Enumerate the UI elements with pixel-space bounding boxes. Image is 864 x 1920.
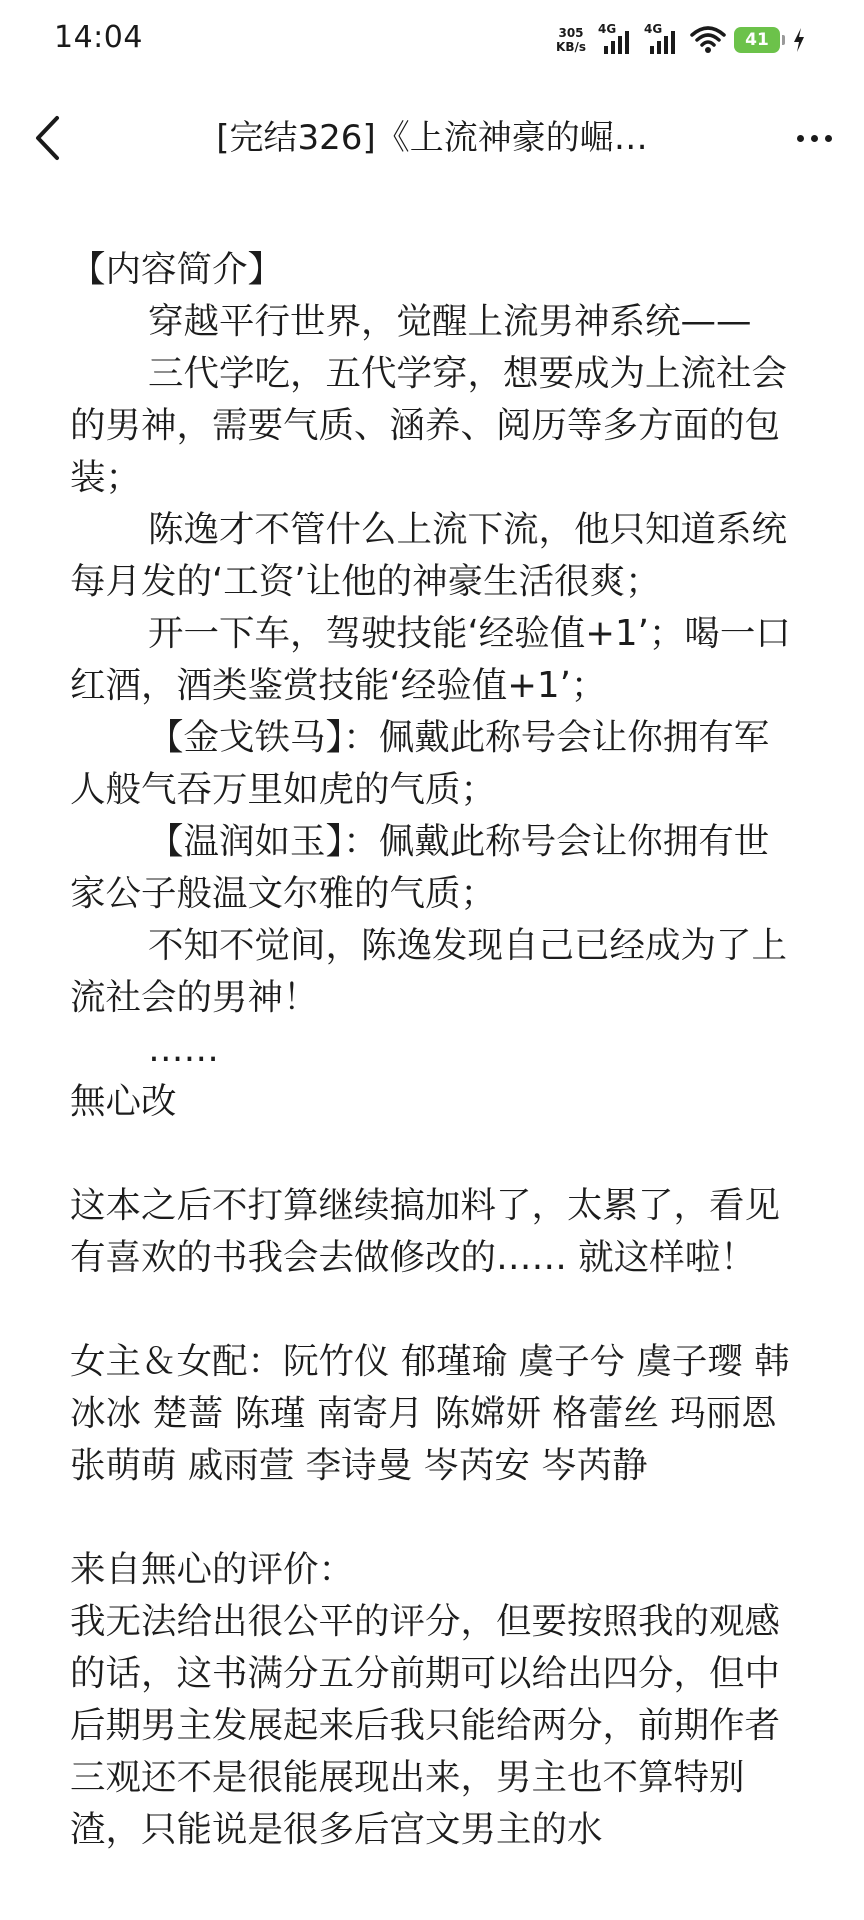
more-dot (797, 135, 804, 142)
status-time: 14:04 (54, 20, 143, 55)
title-bar (0, 96, 864, 180)
signal-icon (598, 24, 636, 56)
blank-line (70, 1284, 800, 1336)
signal-icon (644, 24, 682, 56)
paragraph: 陈逸才不管什么上流下流，他只知道系统每月发的‘工资’让他的神豪生活很爽； (70, 509, 788, 602)
back-button[interactable] (22, 112, 74, 164)
paragraph: 【温润如玉】：佩戴此称号会让你拥有世家公子般温文尔雅的气质； (70, 821, 770, 914)
ellipsis: …… (148, 1029, 219, 1070)
status-bar (0, 0, 864, 80)
page-title: [完结326]《上流神豪的崛… (216, 118, 648, 158)
battery-level: 41 (745, 30, 769, 50)
blank-line (70, 1492, 800, 1544)
signal-1-label: 4G (598, 22, 617, 36)
charging-icon (792, 27, 806, 53)
book-description (70, 244, 800, 1856)
network-speed (556, 26, 586, 54)
paragraph: 三代学吃，五代学穿，想要成为上流社会的男神，需要气质、涵养、阅历等多方面的包装； (70, 353, 788, 498)
wifi-icon (690, 25, 726, 55)
more-dot (825, 135, 832, 142)
status-icons (556, 20, 806, 60)
more-dot (811, 135, 818, 142)
section-heading: 【内容简介】 (70, 249, 284, 290)
paragraph: 开一下车，驾驶技能‘经验值+1’；喝一口红酒，酒类鉴赏技能‘经验值+1’； (70, 613, 791, 706)
battery-icon (734, 27, 780, 53)
more-button[interactable] (786, 112, 842, 164)
paragraph: 穿越平行世界，觉醒上流男神系统—— (148, 301, 752, 342)
paragraph: 这本之后不打算继续搞加料了，太累了，看见有喜欢的书我会去做修改的…… 就这样啦！ (70, 1185, 781, 1278)
signal-2-label: 4G (644, 22, 663, 36)
network-speed-value: 305 (558, 26, 584, 40)
character-list: 女主＆女配：阮竹仪 郁瑾瑜 虞子兮 虞子璎 韩冰冰 楚蔷 陈瑾 南寄月 陈嫦妍 格蕾丝 玛丽恩 张萌萌 戚雨萱 李诗曼 岑芮安 岑芮静 (70, 1341, 790, 1486)
editor-signature: 無心改 (70, 1081, 177, 1122)
paragraph: 不知不觉间，陈逸发现自己已经成为了上流社会的男神！ (70, 925, 788, 1018)
blank-line (70, 1128, 800, 1180)
chevron-left-icon (33, 115, 63, 161)
network-speed-unit: KB/s (556, 40, 586, 54)
paragraph: 【金戈铁马】：佩戴此称号会让你拥有军人般气吞万里如虎的气质； (70, 717, 770, 810)
review-text: 我无法给出很公平的评分，但要按照我的观感的话，这书满分五分前期可以给出四分，但中后期男主发展起来后我只能给两分，前期作者三观还不是很能展现出来，男主也不算特别渣，只能说是很多后宫文男主的水 (70, 1601, 781, 1850)
review-heading: 来自無心的评价： (70, 1549, 355, 1590)
